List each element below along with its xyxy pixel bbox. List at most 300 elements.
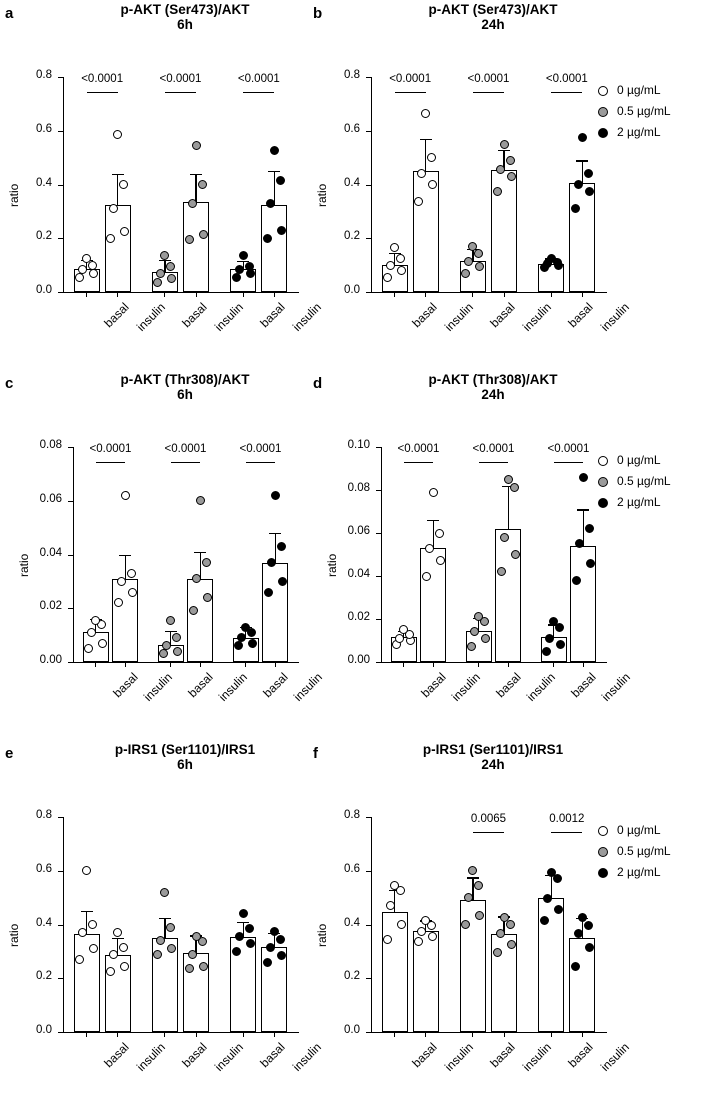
y-tick-label: 0.8: [36, 69, 52, 81]
y-tick: [58, 978, 63, 979]
y-tick-label: 0.6: [36, 862, 52, 875]
data-point: [173, 647, 182, 656]
p-value-label: <0.0001: [164, 443, 207, 455]
x-tick: [164, 1032, 165, 1037]
data-point: [239, 909, 248, 918]
panel-letter-c: c: [5, 375, 14, 392]
error-bar-cap: [467, 877, 479, 878]
x-tick: [504, 292, 505, 297]
y-tick: [366, 185, 371, 186]
x-tick: [551, 292, 552, 297]
y-tick: [376, 533, 381, 534]
data-point: [82, 866, 91, 875]
data-point: [266, 943, 275, 952]
panel-title-text: p-AKT (Thr308)/AKT: [120, 372, 250, 387]
p-value-label: <0.0001: [397, 443, 440, 455]
data-point: [578, 133, 587, 142]
x-tick: [478, 662, 479, 667]
data-point: [248, 639, 257, 648]
panel-title-b: [343, 2, 643, 32]
x-tick-label: insulin: [441, 1040, 476, 1074]
x-tick: [243, 1032, 244, 1037]
x-tick: [433, 662, 434, 667]
error-bar-cap: [498, 150, 510, 151]
panel-subtitle-text: 6h: [177, 757, 193, 772]
y-tick-label: 0.6: [36, 122, 52, 135]
y-tick: [376, 576, 381, 577]
y-tick-label: 0.0: [344, 284, 360, 296]
y-tick-label: 0.4: [344, 176, 360, 189]
error-bar-cap: [159, 918, 171, 919]
y-tick-label: 0.0: [344, 1024, 360, 1036]
data-point: [493, 187, 502, 196]
legend-label: 0 µg/mL: [617, 823, 661, 837]
error-bar-cap: [427, 520, 439, 521]
data-point: [120, 962, 129, 971]
data-point: [417, 927, 426, 936]
significance-line: [87, 92, 118, 93]
panel-title-a: [35, 2, 335, 32]
x-axis: [381, 662, 607, 663]
x-tick-label: basal: [179, 300, 210, 331]
data-point: [188, 199, 197, 208]
x-tick: [125, 662, 126, 667]
y-tick: [376, 619, 381, 620]
p-value-label: <0.0001: [239, 443, 282, 455]
panel-title-f: [343, 742, 643, 772]
error-bar-cap: [81, 911, 93, 912]
significance-line: [165, 92, 196, 93]
x-tick-label: basal: [487, 300, 518, 331]
data-point: [277, 542, 286, 551]
p-value-label: <0.0001: [467, 73, 510, 85]
x-tick-label: insulin: [290, 300, 325, 334]
p-value-label: <0.0001: [472, 443, 515, 455]
x-tick-label: insulin: [520, 300, 555, 334]
significance-line: [246, 462, 276, 463]
significance-line: [551, 92, 582, 93]
x-tick-label: basal: [179, 1040, 210, 1071]
x-tick-label: basal: [487, 1040, 518, 1071]
data-point: [540, 916, 549, 925]
legend-marker-open: [598, 826, 608, 836]
x-tick: [86, 1032, 87, 1037]
data-point: [196, 496, 205, 505]
error-bar-cap: [420, 139, 432, 140]
data-point: [106, 234, 115, 243]
data-point: [160, 888, 169, 897]
y-tick-label: 0.2: [36, 230, 52, 243]
data-point: [429, 488, 438, 497]
data-point: [199, 962, 208, 971]
x-tick: [117, 1032, 118, 1037]
data-point: [113, 130, 122, 139]
p-value-label: <0.0001: [547, 443, 590, 455]
error-bar: [582, 160, 583, 183]
y-tick-label: 0.06: [347, 525, 370, 537]
p-value-label: <0.0001: [389, 73, 432, 85]
y-tick: [58, 238, 63, 239]
panel-subtitle-text: 24h: [481, 387, 505, 402]
y-tick-label: 0.8: [344, 809, 360, 821]
data-point: [586, 559, 595, 568]
y-tick-label: 0.02: [347, 611, 370, 623]
x-tick: [472, 1032, 473, 1037]
y-tick: [366, 292, 371, 293]
y-tick: [376, 662, 381, 663]
data-point: [506, 920, 515, 929]
significance-line: [473, 92, 504, 93]
legend-marker-black: [598, 868, 608, 878]
data-point: [235, 265, 244, 274]
error-bar-cap: [112, 938, 124, 939]
data-point: [554, 905, 563, 914]
data-point: [468, 866, 477, 875]
x-tick-label: basal: [408, 300, 440, 331]
data-point: [203, 593, 212, 602]
p-value-label: 0.0065: [470, 813, 507, 825]
data-point: [166, 616, 175, 625]
y-tick-label: 0.04: [39, 546, 62, 559]
x-tick: [274, 292, 275, 297]
data-point: [119, 180, 128, 189]
legend-marker-grey: [598, 107, 608, 117]
data-point: [497, 567, 506, 576]
panel-letter-f: f: [313, 745, 318, 762]
data-point: [425, 544, 434, 553]
x-tick-label: insulin: [599, 670, 634, 704]
panel-title-text: p-AKT (Ser473)/AKT: [120, 2, 250, 17]
panel-title-text: p-AKT (Thr308)/AKT: [428, 372, 558, 387]
x-tick-label: basal: [257, 1040, 288, 1071]
x-tick-label: basal: [408, 1040, 440, 1071]
x-tick: [472, 292, 473, 297]
y-axis-label: ratio: [315, 183, 329, 207]
y-tick-label: 0.00: [39, 654, 62, 666]
error-bar-cap: [576, 160, 588, 161]
data-point: [277, 951, 286, 960]
legend-label: 0.5 µg/mL: [617, 844, 671, 858]
x-tick-label: basal: [418, 670, 449, 701]
legend-label: 0.5 µg/mL: [617, 104, 671, 118]
y-tick-label: 0.6: [344, 862, 360, 875]
x-tick-label: insulin: [216, 670, 251, 704]
x-tick-label: insulin: [290, 1040, 325, 1074]
data-point: [474, 881, 483, 890]
y-tick-label: 0.2: [36, 970, 52, 983]
data-point: [82, 254, 91, 263]
bar: [569, 183, 595, 292]
y-tick-label: 0.4: [36, 916, 52, 929]
error-bar: [275, 533, 276, 563]
data-point: [113, 928, 122, 937]
x-tick-label: basal: [565, 1040, 596, 1071]
x-tick-label: basal: [565, 300, 596, 331]
data-point: [383, 935, 392, 944]
data-point: [185, 964, 194, 973]
panel-letter-a: a: [5, 5, 14, 22]
y-tick-label: 0.10: [347, 439, 370, 451]
x-tick-label: insulin: [598, 1040, 633, 1074]
data-point: [500, 140, 509, 149]
significance-line: [479, 462, 509, 463]
x-tick: [403, 662, 404, 667]
x-tick: [86, 292, 87, 297]
x-tick: [274, 1032, 275, 1037]
data-point: [506, 156, 515, 165]
data-point: [98, 639, 107, 648]
data-point: [166, 262, 175, 271]
data-point: [511, 550, 520, 559]
legend-label: 0 µg/mL: [617, 453, 661, 467]
data-point: [390, 243, 399, 252]
data-point: [496, 165, 505, 174]
significance-line: [171, 462, 201, 463]
significance-line: [473, 832, 504, 833]
data-point: [474, 249, 483, 258]
x-tick: [553, 662, 554, 667]
error-bar: [394, 890, 395, 913]
data-point: [435, 529, 444, 538]
panel-title-e: [35, 742, 335, 772]
data-point: [202, 558, 211, 567]
y-axis-label: ratio: [7, 183, 21, 207]
y-tick-label: 0.6: [344, 122, 360, 135]
data-point: [571, 962, 580, 971]
data-point: [510, 483, 519, 492]
data-point: [153, 950, 162, 959]
p-value-label: <0.0001: [545, 73, 588, 85]
data-point: [493, 948, 502, 957]
data-point: [232, 947, 241, 956]
legend-label: 2 µg/mL: [617, 495, 661, 509]
x-tick-label: insulin: [212, 300, 247, 334]
error-bar: [117, 174, 118, 205]
data-point: [245, 262, 254, 271]
data-point: [397, 920, 406, 929]
panel-title-text: p-AKT (Ser473)/AKT: [428, 2, 558, 17]
x-tick-label: basal: [493, 670, 524, 701]
y-tick-label: 0.0: [36, 1024, 52, 1036]
x-tick-label: basal: [568, 670, 599, 701]
bar: [382, 912, 408, 1032]
data-point: [500, 913, 509, 922]
y-tick-label: 0.08: [347, 482, 370, 494]
error-bar: [164, 260, 165, 272]
data-point: [574, 180, 583, 189]
y-tick-label: 0.2: [344, 970, 360, 983]
y-axis-label: ratio: [7, 923, 21, 947]
y-tick-label: 0.04: [347, 568, 370, 580]
error-bar-cap: [165, 631, 177, 632]
data-point: [241, 623, 250, 632]
data-point: [185, 235, 194, 244]
error-bar: [433, 520, 434, 548]
data-point: [278, 577, 287, 586]
p-value-label: <0.0001: [89, 443, 132, 455]
error-bar-cap: [577, 509, 589, 510]
x-tick-label: insulin: [449, 670, 484, 704]
error-bar: [274, 171, 275, 205]
x-tick: [394, 292, 395, 297]
data-point: [271, 491, 280, 500]
data-point: [263, 234, 272, 243]
data-point: [75, 273, 84, 282]
p-value-label: <0.0001: [237, 73, 280, 85]
data-point: [119, 943, 128, 952]
x-tick-label: insulin: [441, 300, 476, 334]
data-point: [166, 923, 175, 932]
y-axis: [63, 77, 64, 293]
data-point: [386, 261, 395, 270]
data-point: [397, 266, 406, 275]
y-tick: [58, 185, 63, 186]
data-point: [507, 172, 516, 181]
data-point: [266, 199, 275, 208]
panel-subtitle-text: 24h: [481, 757, 505, 772]
data-point: [192, 574, 201, 583]
x-tick-label: insulin: [141, 670, 176, 704]
bar: [261, 205, 287, 292]
x-axis: [73, 662, 299, 663]
significance-line: [96, 462, 126, 463]
x-tick: [425, 292, 426, 297]
error-bar: [551, 875, 552, 898]
x-tick: [504, 1032, 505, 1037]
y-tick-label: 0.8: [344, 69, 360, 81]
x-tick: [425, 1032, 426, 1037]
data-point: [464, 257, 473, 266]
y-tick-label: 0.4: [36, 176, 52, 189]
x-tick-label: basal: [100, 1040, 132, 1071]
x-tick-label: basal: [100, 300, 132, 331]
y-tick: [68, 608, 73, 609]
data-point: [172, 633, 181, 642]
y-tick: [366, 131, 371, 132]
x-tick: [196, 1032, 197, 1037]
y-tick: [366, 871, 371, 872]
legend-label: 2 µg/mL: [617, 125, 661, 139]
y-axis-label: ratio: [315, 923, 329, 947]
y-tick: [58, 292, 63, 293]
bar: [187, 579, 213, 662]
x-tick-label: basal: [110, 670, 141, 701]
legend-marker-black: [598, 498, 608, 508]
y-axis: [63, 817, 64, 1033]
error-bar-cap: [269, 533, 281, 534]
x-tick: [245, 662, 246, 667]
panel-title-d: [343, 372, 643, 402]
bar: [105, 205, 131, 292]
y-tick: [58, 1032, 63, 1033]
data-point: [427, 153, 436, 162]
x-tick-label: basal: [257, 300, 288, 331]
y-tick-label: 0.0: [36, 284, 52, 296]
y-axis-label: ratio: [17, 553, 31, 577]
bar: [495, 529, 521, 662]
x-tick: [170, 662, 171, 667]
y-axis-label: ratio: [325, 553, 339, 577]
data-point: [75, 955, 84, 964]
significance-line: [554, 462, 584, 463]
error-bar-cap: [237, 922, 249, 923]
data-point: [192, 141, 201, 150]
significance-line: [243, 92, 274, 93]
y-tick-label: 0.2: [344, 230, 360, 243]
data-point: [504, 475, 513, 484]
data-point: [585, 943, 594, 952]
x-tick: [394, 1032, 395, 1037]
y-tick: [58, 131, 63, 132]
y-axis: [371, 817, 372, 1033]
y-tick: [366, 978, 371, 979]
x-tick: [582, 292, 583, 297]
y-tick: [58, 871, 63, 872]
data-point: [188, 950, 197, 959]
data-point: [584, 169, 593, 178]
legend-label: 0 µg/mL: [617, 83, 661, 97]
data-point: [270, 927, 279, 936]
data-point: [245, 924, 254, 933]
panel-subtitle-text: 6h: [177, 17, 193, 32]
data-point: [585, 524, 594, 533]
data-point: [500, 533, 509, 542]
data-point: [277, 226, 286, 235]
x-tick-label: basal: [260, 670, 291, 701]
data-point: [383, 273, 392, 282]
y-tick: [58, 817, 63, 818]
x-tick-label: insulin: [520, 1040, 555, 1074]
data-point: [276, 176, 285, 185]
y-tick: [68, 555, 73, 556]
error-bar-cap: [112, 174, 124, 175]
data-point: [267, 558, 276, 567]
x-tick: [583, 662, 584, 667]
x-tick-label: insulin: [133, 300, 168, 334]
y-tick-label: 0.00: [347, 654, 370, 666]
p-value-label: 0.0012: [549, 813, 585, 825]
data-point: [421, 109, 430, 118]
bar: [569, 938, 595, 1032]
x-tick-label: insulin: [133, 1040, 168, 1074]
data-point: [579, 473, 588, 482]
y-tick: [366, 817, 371, 818]
y-tick: [366, 1032, 371, 1033]
x-axis: [63, 1032, 299, 1033]
data-point: [270, 146, 279, 155]
legend-marker-open: [598, 456, 608, 466]
data-point: [199, 230, 208, 239]
y-tick-label: 0.8: [36, 809, 52, 821]
panel-title-c: [35, 372, 335, 402]
panel-title-text: p-IRS1 (Ser1101)/IRS1: [114, 742, 256, 757]
x-tick-label: insulin: [598, 300, 633, 334]
data-point: [117, 577, 126, 586]
data-point: [547, 868, 556, 877]
x-axis: [371, 292, 607, 293]
data-point: [235, 932, 244, 941]
x-tick-label: insulin: [291, 670, 326, 704]
y-tick: [366, 925, 371, 926]
bar: [413, 931, 439, 1032]
x-tick: [164, 292, 165, 297]
x-tick: [200, 662, 201, 667]
y-tick: [68, 662, 73, 663]
y-axis: [73, 447, 74, 663]
data-point: [89, 269, 98, 278]
data-point: [232, 273, 241, 282]
y-tick: [376, 490, 381, 491]
